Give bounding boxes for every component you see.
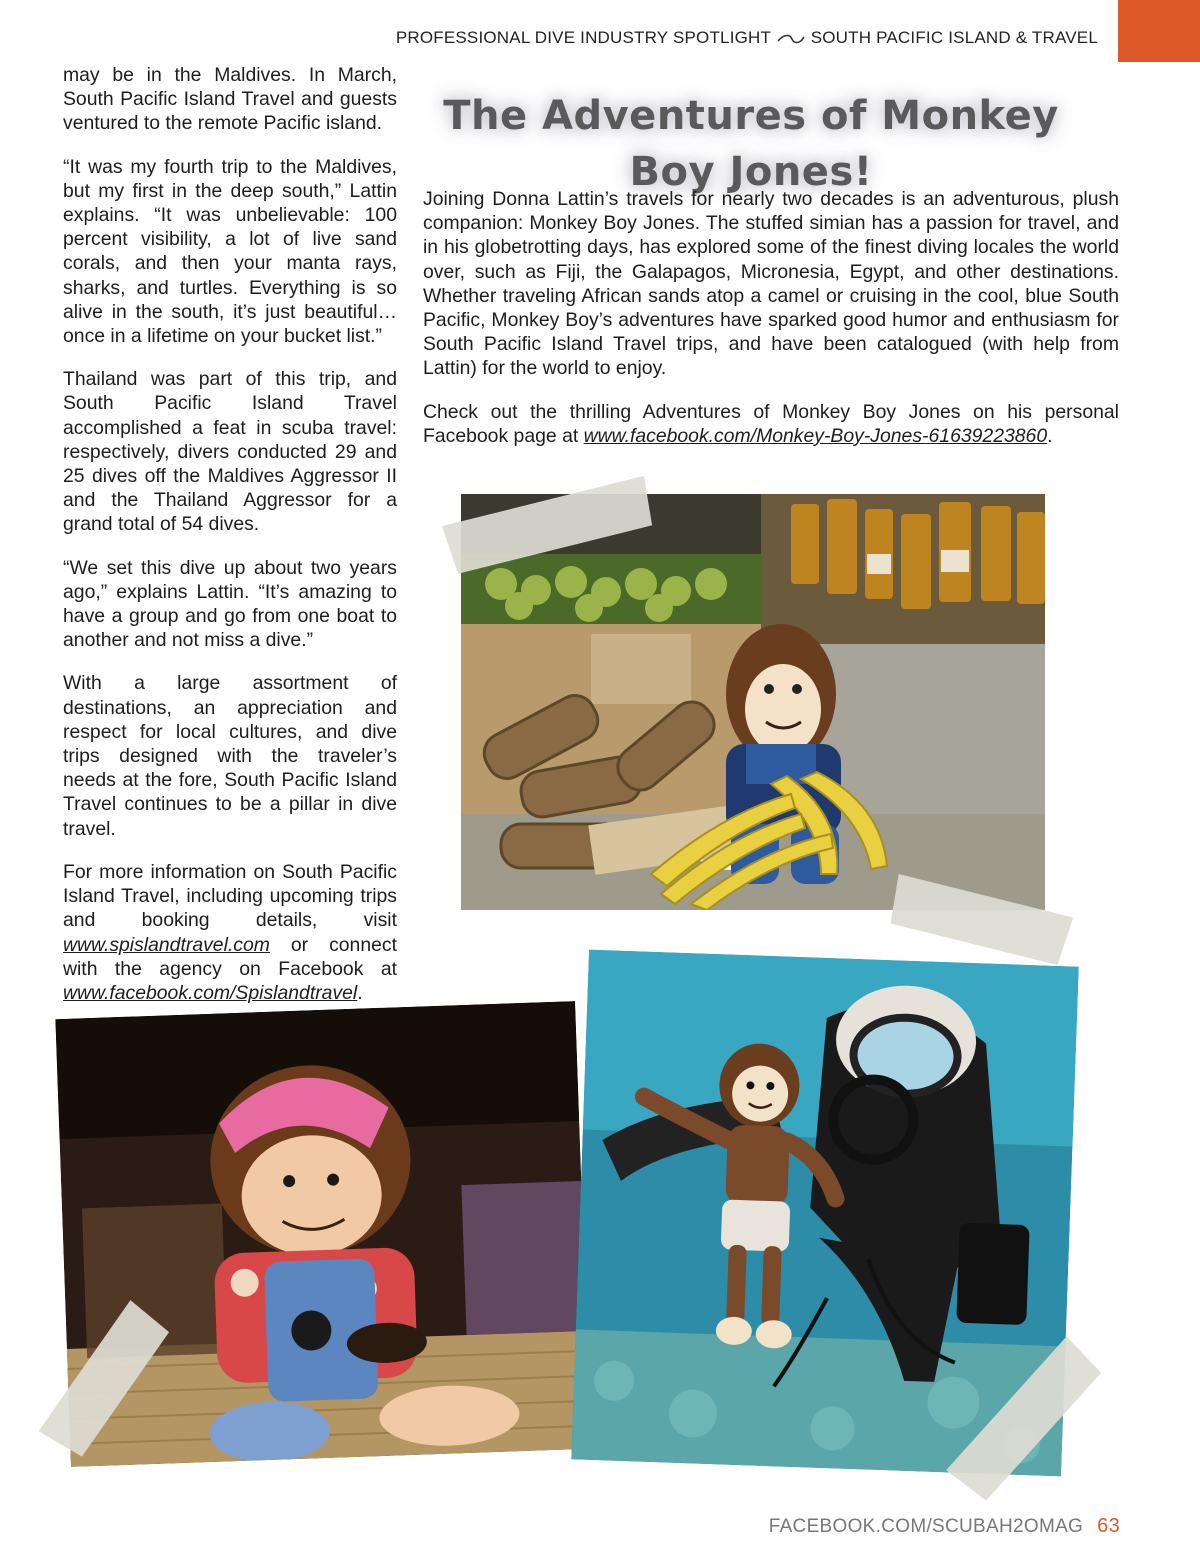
article-paragraph: Thailand was part of this trip, and South Pacific Island Travel accomplished a feat in scuba travel: respectively, divers conducted 29 and 25 dives off the Maldives Aggressor II and the Thailand Aggressor for a grand total of 54 dives. bbox=[63, 368, 397, 536]
paragraph-text: . bbox=[1047, 424, 1053, 447]
tape-strip bbox=[930, 1320, 1120, 1520]
paragraph-text: . bbox=[357, 981, 363, 1004]
tape-strip bbox=[435, 470, 665, 580]
spislandtravel-facebook-link[interactable]: www.facebook.com/Spislandtravel bbox=[63, 981, 358, 1004]
article-paragraph: may be in the Maldives. In March, South Pacific Island Travel and guests ventured to the remote Pacific island. bbox=[63, 64, 397, 135]
header-topic-label: SOUTH PACIFIC ISLAND & TRAVEL bbox=[810, 28, 1098, 47]
footer-site: FACEBOOK.COM/SCUBAH2OMAG bbox=[768, 1516, 1084, 1537]
monkey-boy-facebook-link[interactable]: www.facebook.com/Monkey-Boy-Jones-61639223860 bbox=[583, 424, 1048, 447]
article-paragraph: “We set this dive up about two years ago,” explains Lattin. “It’s amazing to have a group and go from one boat to another and not miss a dive.” bbox=[63, 556, 397, 652]
tape-strip bbox=[25, 1260, 185, 1500]
sidebar-paragraph bbox=[423, 400, 1119, 448]
tape-strip bbox=[880, 860, 1080, 980]
tilde-icon bbox=[776, 33, 806, 45]
sidebar-body bbox=[423, 187, 1119, 467]
article-body bbox=[63, 63, 397, 1024]
spislandtravel-link[interactable]: www.spislandtravel.com bbox=[63, 933, 270, 956]
sidebar-title: The Adventures of Monkey Boy Jones! bbox=[443, 93, 1059, 195]
paragraph-text: For more information on South Pacific Island Travel, including upcoming trips and booking details, visit bbox=[63, 860, 397, 932]
article-paragraph: With a large assortment of destinations, an appreciation and respect for local cultures, and dive trips designed with the traveler’s needs at the fore, South Pacific Island Travel continues to be a pillar in dive travel. bbox=[63, 672, 397, 840]
header-section-label: PROFESSIONAL DIVE INDUSTRY SPOTLIGHT bbox=[395, 28, 771, 47]
paragraph-text: or connect with the agency on Facebook at bbox=[63, 933, 397, 980]
page-footer bbox=[740, 1515, 1120, 1538]
article-paragraph: “It was my fourth trip to the Maldives, but my first in the deep south,” Lattin explains. “It was unbelievable: 100 percent visibility, a lot of live sand corals, and then your manta rays, sharks, and turtles. Everything is so alive in the south, it’s just beautiful… once in a lifetime on your bucket list.” bbox=[63, 155, 397, 348]
sidebar-paragraph: Joining Donna Lattin’s travels for nearly two decades is an adventurous, plush companion: Monkey Boy Jones. The stuffed simian has a passion for travel, and in his globetrotting days, has explored some of the finest diving locales the world over, such as Fiji, the Galapagos, Micronesia, Egypt, and other destinations. Whether traveling African sands atop a camel or cruising in the cool, blue South Pacific, Monkey Boy’s adventures have sparked good humor and enthusiasm for South Pacific Island Travel trips, and have been catalogued (with help from Lattin) for the world to enjoy. bbox=[423, 188, 1119, 380]
article-paragraph bbox=[63, 860, 397, 1005]
paragraph-text: Check out the thrilling Adventures of Monkey Boy Jones on his personal Facebook page at bbox=[423, 400, 1119, 447]
corner-tab bbox=[1118, 0, 1200, 62]
page-number: 63 bbox=[1097, 1515, 1120, 1537]
page-header bbox=[380, 28, 1098, 48]
